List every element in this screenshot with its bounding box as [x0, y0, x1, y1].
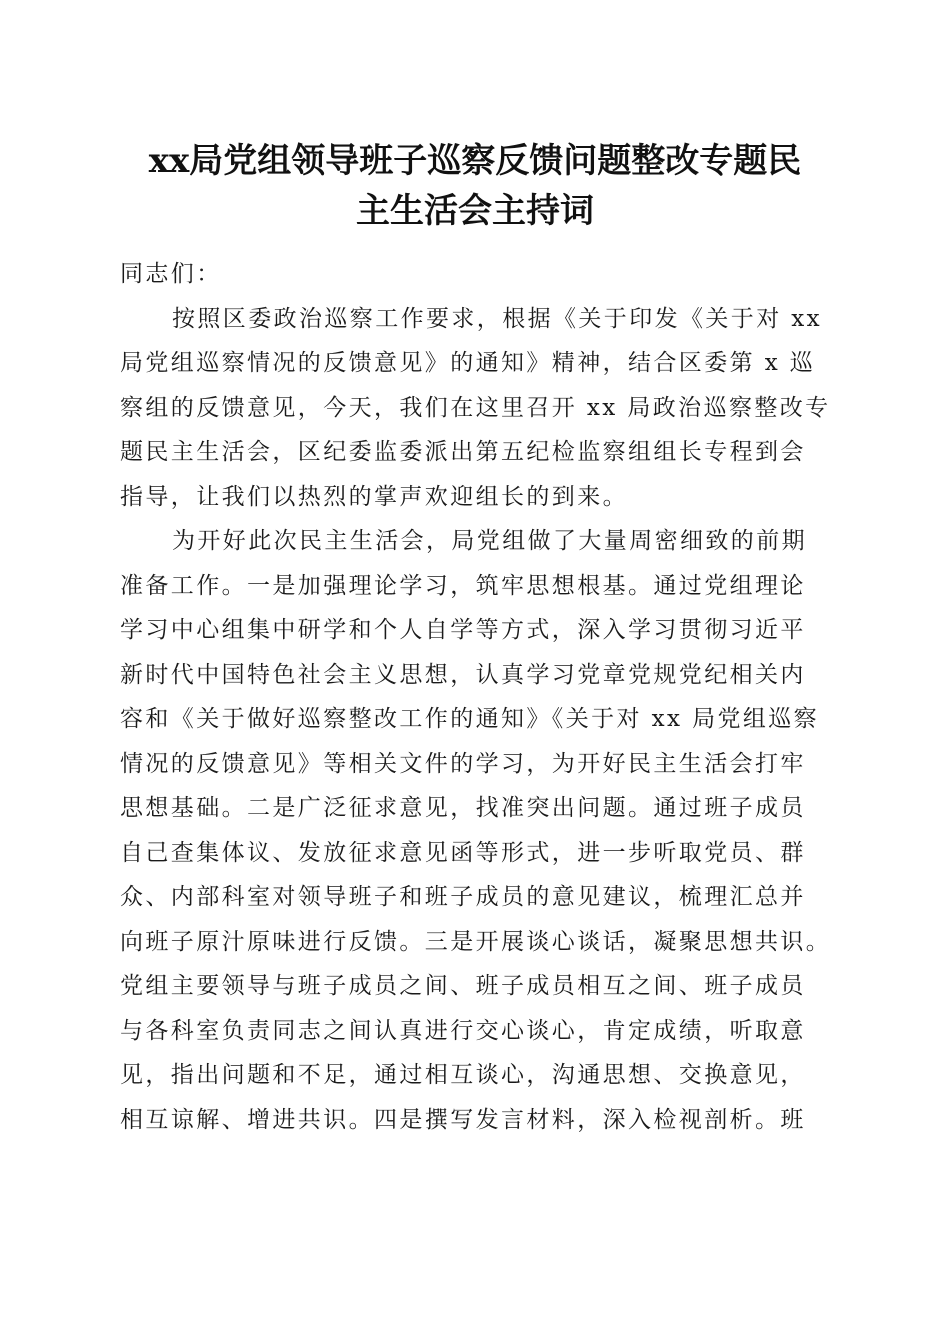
- paragraph-line: 见，指出问题和不足，通过相互谈心，沟通思想、交换意见，: [120, 1062, 806, 1088]
- paragraph-2: [120, 519, 830, 1142]
- paragraph-line: 众、内部科室对领导班子和班子成员的意见建议，梳理汇总并: [120, 884, 806, 910]
- paragraph-line: 相互谅解、增进共识。四是撰写发言材料，深入检视剖析。班: [120, 1106, 806, 1133]
- paragraph-line: 自己查集体议、发放征求意见函等形式，进一步听取党员、群: [120, 839, 806, 866]
- paragraph-line: 指导，让我们以热烈的掌声欢迎组长的到来。: [120, 483, 628, 510]
- paragraph-line: 准备工作。一是加强理论学习，筑牢思想根基。通过党组理论: [120, 572, 806, 599]
- paragraph-line: 党组主要领导与班子成员之间、班子成员相互之间、班子成员: [120, 973, 806, 999]
- paragraph-line: 与各科室负责同志之间认真进行交心谈心，肯定成绩，听取意: [120, 1017, 806, 1044]
- document-title: [110, 136, 840, 236]
- paragraph-line: 学习中心组集中研学和个人自学等方式，深入学习贯彻习近平: [120, 617, 806, 643]
- paragraph-line: 为开好此次民主生活会，局党组做了大量周密细致的前期: [172, 528, 807, 554]
- paragraph-line: 思想基础。二是广泛征求意见，找准突出问题。通过班子成员: [120, 795, 806, 821]
- paragraph-line: 情况的反馈意见》等相关文件的学习，为开好民主生活会打牢: [120, 750, 806, 777]
- salutation: 同志们：: [120, 261, 222, 287]
- paragraph-line: 容和《关于做好巡察整改工作的通知》《关于对 xx 局党组巡察: [120, 706, 820, 732]
- paragraph-line: 按照区委政治巡察工作要求，根据《关于印发《关于对 xx: [172, 305, 823, 332]
- title-line: 主生活会主持词: [356, 191, 594, 231]
- paragraph-line: 新时代中国特色社会主义思想，认真学习党章党规党纪相关内: [120, 661, 806, 688]
- title-line: xx局党组领导班子巡察反馈问题整改专题民: [148, 141, 802, 181]
- paragraph-line: 题民主生活会，区纪委监委派出第五纪检监察组组长专程到会: [120, 439, 806, 465]
- paragraph-1: [120, 297, 830, 520]
- paragraph-line: 局党组巡察情况的反馈意见》的通知》精神，结合区委第 x 巡: [120, 350, 816, 376]
- paragraph-line: 察组的反馈意见，今天，我们在这里召开 xx 局政治巡察整改专: [120, 394, 831, 421]
- document-body: [120, 252, 830, 1142]
- paragraph-line: 向班子原汁原味进行反馈。三是开展谈心谈话，凝聚思想共识。: [120, 928, 832, 955]
